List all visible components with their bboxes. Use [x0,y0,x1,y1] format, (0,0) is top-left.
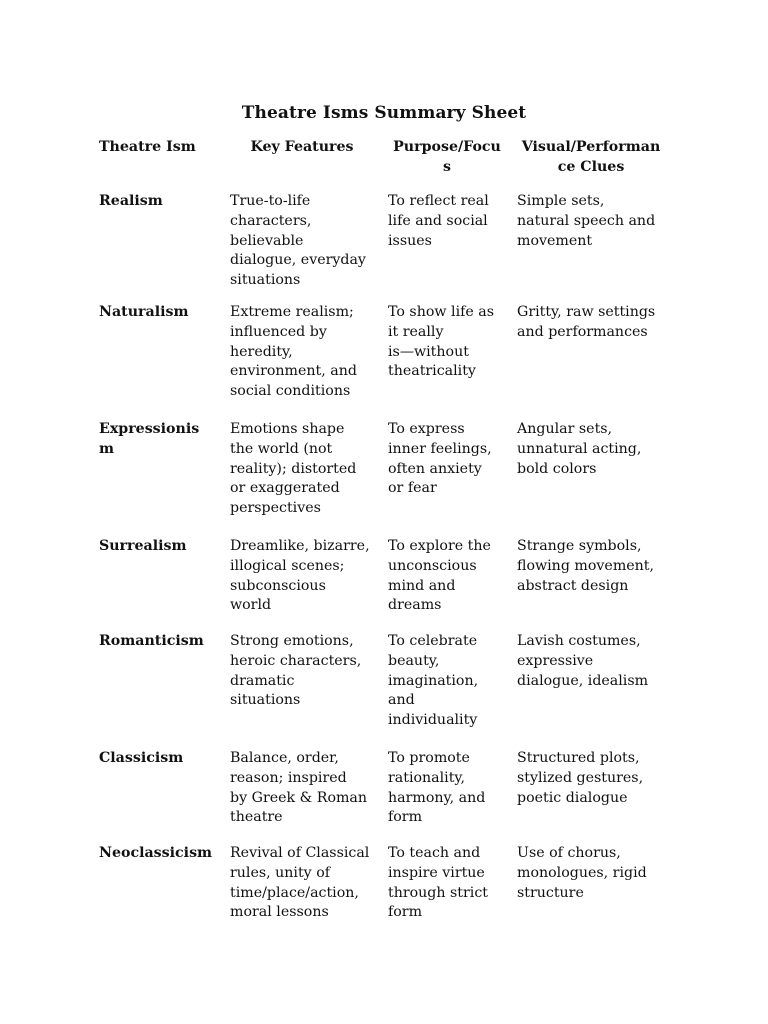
row-visual-expressionism: Angular sets, unnatural acting, bold colors [517,421,642,477]
row-purpose-romanticism: To celebrate beauty, imagination, and individuality [388,633,479,729]
row-purpose-surrealism: To explore the unconscious mind and dreams [388,538,491,614]
row-visual-surrealism: Strange symbols, flowing movement, abstract design [517,538,655,594]
header-key-features: Key Features [250,139,354,155]
row-visual-neoclassicism: Use of chorus, monologues, rigid structure [517,845,647,901]
row-visual-classicism: Structured plots, stylized gestures, poetic dialogue [517,750,644,806]
row-ism-neoclassicism: Neoclassicism [99,845,213,861]
row-purpose-realism: To reflect real life and social issues [388,193,489,249]
row-purpose-naturalism: To show life as it really is—without theatricality [388,304,494,380]
row-visual-naturalism: Gritty, raw settings and performances [517,304,656,340]
header-visual-performance-clues: Visual/Performan ce Clues [521,139,661,175]
row-ism-realism: Realism [99,193,163,209]
row-ism-naturalism: Naturalism [99,304,189,320]
page-title: Theatre Isms Summary Sheet [241,103,527,123]
row-visual-romanticism: Lavish costumes, expressive dialogue, idealism [517,633,649,689]
row-purpose-expressionism: To express inner feelings, often anxiety or fear [388,421,492,497]
row-features-surrealism: Dreamlike, bizarre, illogical scenes; subconscious world [230,538,370,614]
row-features-realism: True-to-life characters, believable dialogue, everyday situations [230,193,366,289]
header-purpose-focus: Purpose/Focu s [393,139,501,175]
row-ism-surrealism: Surrealism [99,538,187,554]
row-features-romanticism: Strong emotions, heroic characters, dramatic situations [230,633,362,709]
row-features-naturalism: Extreme realism; influenced by heredity, environment, and social conditions [230,304,357,400]
row-features-expressionism: Emotions shape the world (not reality); distorted or exaggerated perspectives [230,421,357,517]
header-theatre-ism: Theatre Ism [99,139,196,155]
row-ism-expressionism: Expressionis m [99,421,200,457]
row-visual-realism: Simple sets, natural speech and movement [517,193,656,249]
row-ism-romanticism: Romanticism [99,633,204,649]
row-features-neoclassicism: Revival of Classical rules, unity of time/place/action, moral lessons [230,845,370,921]
row-purpose-classicism: To promote rationality, harmony, and form [388,750,486,826]
row-features-classicism: Balance, order, reason; inspired by Greek & Roman theatre [230,750,368,826]
row-ism-classicism: Classicism [99,750,184,766]
row-purpose-neoclassicism: To teach and inspire virtue through strict form [388,845,488,921]
